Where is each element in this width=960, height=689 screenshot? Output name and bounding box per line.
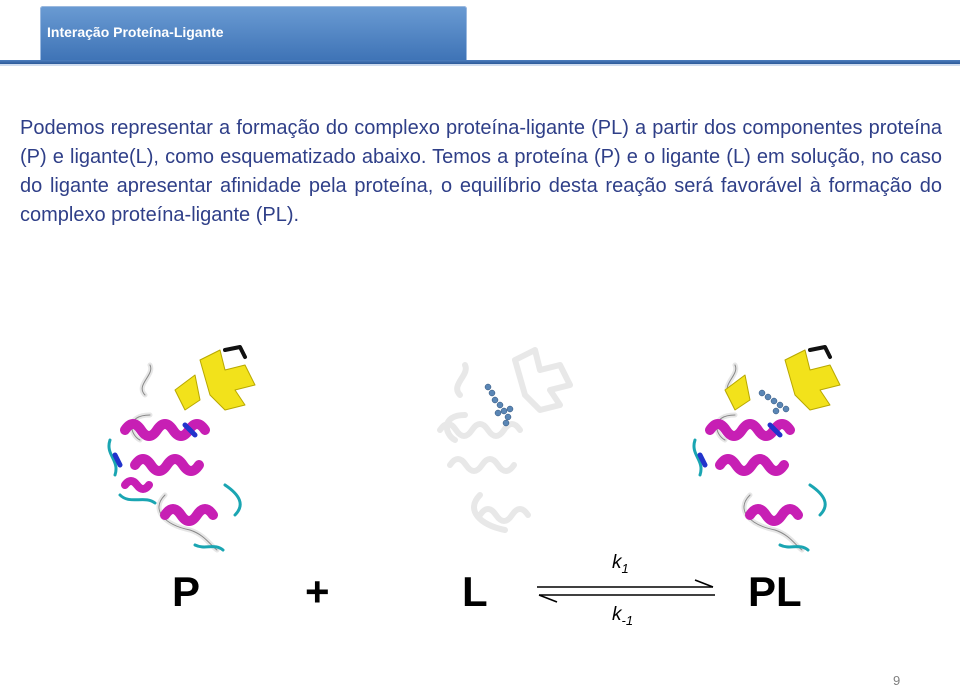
k-forward-subscript: 1 bbox=[621, 560, 629, 576]
equation-pl: PL bbox=[748, 568, 802, 615]
protein-image-p bbox=[105, 345, 275, 560]
complex-image-pl bbox=[690, 345, 860, 560]
equation-l: L bbox=[462, 568, 488, 615]
body-paragraph: Podemos representar a formação do complexo proteína-ligante (PL) a partir dos componentes proteína (P) e ligante(L), como esquematizado abaixo. Temos a proteína (P) e o ligante (L) em solução, no caso do ligante apresentar afinidade pela proteína, o equilíbrio desta reação será favorável à formação do complexo proteína-ligante (PL). bbox=[20, 117, 942, 226]
k-reverse-label bbox=[612, 604, 633, 628]
page-number: 9 bbox=[893, 673, 901, 688]
k-forward-symbol: k bbox=[612, 552, 622, 573]
slide-title: Interação Proteína-Ligante bbox=[47, 24, 224, 40]
equilibrium-arrows-icon bbox=[535, 578, 717, 604]
ligand-image-l bbox=[420, 345, 590, 560]
k-reverse-subscript: -1 bbox=[621, 612, 634, 628]
k-reverse-symbol: k bbox=[612, 604, 622, 625]
title-bar-underline bbox=[0, 64, 960, 66]
equation-p: P bbox=[172, 568, 201, 615]
k-forward-label bbox=[612, 552, 629, 576]
equation-plus: + bbox=[305, 568, 330, 615]
